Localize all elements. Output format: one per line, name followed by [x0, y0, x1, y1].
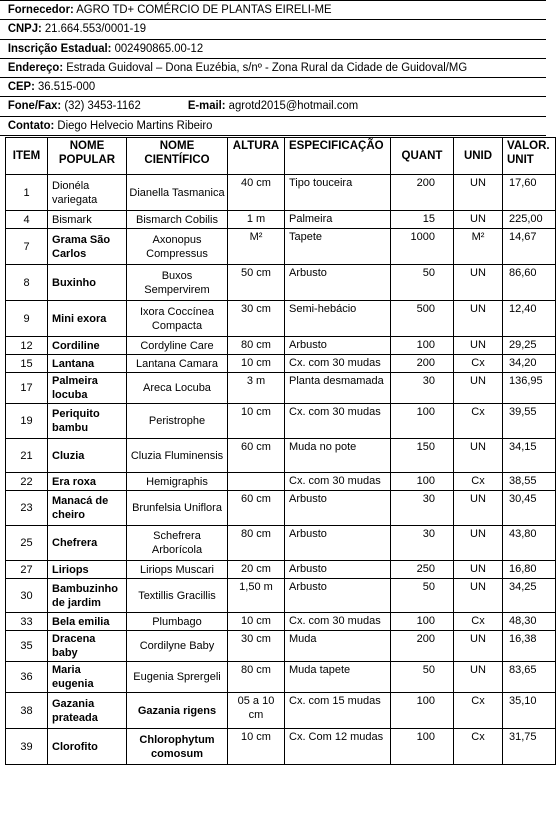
especificacao-cell: Tipo touceira [285, 175, 391, 211]
nome-cientifico-cell: Lantana Camara [127, 355, 228, 373]
valor-unit-cell: 30,45 [503, 491, 556, 526]
contato-label: Contato: [7, 119, 55, 132]
header-especificacao: ESPECIFICAÇÃO [285, 138, 391, 175]
item-cell: 15 [6, 355, 48, 373]
header-nome-popular: NOME POPULAR [48, 138, 127, 175]
altura-cell: 3 m [228, 373, 285, 404]
altura-cell: M² [228, 229, 285, 265]
nome-popular-cell: Periquito bambu [48, 404, 127, 439]
unid-cell: UN [454, 337, 503, 355]
altura-cell: 05 a 10 cm [228, 693, 285, 729]
item-cell: 22 [6, 473, 48, 491]
table-row [6, 211, 556, 229]
item-cell: 21 [6, 439, 48, 473]
especificacao-cell: Cx. com 30 mudas [285, 473, 391, 491]
nome-popular-cell: Liriops [48, 561, 127, 579]
unid-cell: UN [454, 526, 503, 561]
especificacao-cell: Arbusto [285, 526, 391, 561]
quant-cell: 50 [391, 662, 454, 693]
header-unid: UNID [454, 138, 503, 175]
especificacao-cell: Semi-hebácio [285, 301, 391, 337]
valor-unit-cell: 35,10 [503, 693, 556, 729]
unid-cell: Cx [454, 693, 503, 729]
fornecedor-label: Fornecedor: [7, 4, 74, 16]
altura-cell: 80 cm [228, 337, 285, 355]
nome-cientifico-cell: Schefrera Arborícola [127, 526, 228, 561]
quant-cell: 500 [391, 301, 454, 337]
quant-cell: 100 [391, 473, 454, 491]
unid-cell: UN [454, 579, 503, 613]
unid-cell: UN [454, 265, 503, 301]
altura-cell: 80 cm [228, 662, 285, 693]
table-row [6, 373, 556, 404]
nome-popular-cell: Bela emilia [48, 613, 127, 631]
especificacao-cell: Cx. com 15 mudas [285, 693, 391, 729]
nome-cientifico-cell: Textillis Gracillis [127, 579, 228, 613]
quant-cell: 1000 [391, 229, 454, 265]
nome-cientifico-cell: Dianella Tasmanica [127, 175, 228, 211]
nome-cientifico-cell: Liriops Muscari [127, 561, 228, 579]
item-cell: 38 [6, 693, 48, 729]
nome-cientifico-cell: Brunfelsia Uniflora [127, 491, 228, 526]
endereco-line [0, 59, 546, 78]
unid-cell: Cx [454, 404, 503, 439]
nome-popular-cell: Lantana [48, 355, 127, 373]
nome-popular-cell: Era roxa [48, 473, 127, 491]
supplier-line [0, 0, 546, 20]
nome-cientifico-cell: Plumbago [127, 613, 228, 631]
valor-unit-cell: 136,95 [503, 373, 556, 404]
especificacao-cell: Cx. com 30 mudas [285, 404, 391, 439]
table-row [6, 729, 556, 765]
unid-cell: UN [454, 211, 503, 229]
valor-unit-cell: 17,60 [503, 175, 556, 211]
altura-cell: 10 cm [228, 404, 285, 439]
unid-cell: Cx [454, 729, 503, 765]
quant-cell: 200 [391, 175, 454, 211]
altura-cell: 10 cm [228, 613, 285, 631]
quant-cell: 100 [391, 337, 454, 355]
ie-value: 002490865.00-12 [114, 42, 204, 55]
valor-unit-cell: 83,65 [503, 662, 556, 693]
cnpj-line [0, 20, 546, 39]
table-row [6, 229, 556, 265]
altura-cell: 10 cm [228, 355, 285, 373]
nome-popular-cell: Mini exora [48, 301, 127, 337]
quant-cell: 100 [391, 613, 454, 631]
valor-unit-cell: 34,25 [503, 579, 556, 613]
item-cell: 9 [6, 301, 48, 337]
cep-label: CEP: [7, 81, 35, 94]
unid-cell: Cx [454, 613, 503, 631]
unid-cell: UN [454, 175, 503, 211]
especificacao-cell: Cx. com 30 mudas [285, 355, 391, 373]
altura-cell: 50 cm [228, 265, 285, 301]
supplier-header [0, 0, 556, 136]
altura-cell: 1,50 m [228, 579, 285, 613]
fone-label: Fone/Fax: [7, 100, 62, 113]
item-cell: 8 [6, 265, 48, 301]
item-cell: 25 [6, 526, 48, 561]
especificacao-cell: Muda [285, 631, 391, 662]
item-cell: 30 [6, 579, 48, 613]
nome-popular-cell: Gazania prateada [48, 693, 127, 729]
altura-cell: 1 m [228, 211, 285, 229]
fone-line [0, 97, 546, 116]
endereco-label: Endereço: [7, 61, 64, 74]
nome-cientifico-cell: Hemigraphis [127, 473, 228, 491]
item-cell: 27 [6, 561, 48, 579]
especificacao-cell: Arbusto [285, 561, 391, 579]
table-row [6, 439, 556, 473]
unid-cell: M² [454, 229, 503, 265]
unid-cell: UN [454, 373, 503, 404]
valor-unit-cell: 14,67 [503, 229, 556, 265]
table-row [6, 693, 556, 729]
table-row [6, 613, 556, 631]
table-row [6, 526, 556, 561]
header-quant: QUANT [391, 138, 454, 175]
quant-cell: 150 [391, 439, 454, 473]
valor-unit-cell: 86,60 [503, 265, 556, 301]
valor-unit-cell: 29,25 [503, 337, 556, 355]
especificacao-cell: Arbusto [285, 491, 391, 526]
unid-cell: UN [454, 561, 503, 579]
nome-popular-cell: Palmeira locuba [48, 373, 127, 404]
quant-cell: 100 [391, 693, 454, 729]
unid-cell: UN [454, 439, 503, 473]
altura-cell: 30 cm [228, 301, 285, 337]
altura-cell: 10 cm [228, 729, 285, 765]
item-cell: 7 [6, 229, 48, 265]
nome-popular-cell: Bismark [48, 211, 127, 229]
nome-cientifico-cell: Eugenia Sprergeli [127, 662, 228, 693]
cnpj-label: CNPJ: [7, 23, 42, 36]
nome-cientifico-cell: Areca Locuba [127, 373, 228, 404]
unid-cell: UN [454, 491, 503, 526]
cnpj-value: 21.664.553/0001-19 [44, 23, 147, 36]
table-row [6, 301, 556, 337]
header-item: ITEM [6, 138, 48, 175]
item-cell: 4 [6, 211, 48, 229]
table-row [6, 662, 556, 693]
nome-cientifico-cell: Bismarch Cobilis [127, 211, 228, 229]
especificacao-cell: Arbusto [285, 265, 391, 301]
valor-unit-cell: 48,30 [503, 613, 556, 631]
contato-line [0, 117, 546, 136]
especificacao-cell: Muda tapete [285, 662, 391, 693]
item-cell: 39 [6, 729, 48, 765]
nome-cientifico-cell: Buxos Sempervirem [127, 265, 228, 301]
table-row [6, 404, 556, 439]
nome-cientifico-cell: Gazania rigens [127, 693, 228, 729]
table-row [6, 473, 556, 491]
contato-value: Diego Helvecio Martins Ribeiro [57, 119, 213, 132]
email-label: E-mail: [187, 100, 226, 113]
altura-cell: 20 cm [228, 561, 285, 579]
header-nome-cientifico: NOME CIENTÍFICO [127, 138, 228, 175]
especificacao-cell: Planta desmamada [285, 373, 391, 404]
nome-popular-cell: Dionéla variegata [48, 175, 127, 211]
table-row [6, 265, 556, 301]
unid-cell: Cx [454, 355, 503, 373]
nome-cientifico-cell: Cordilyne Baby [127, 631, 228, 662]
quant-cell: 100 [391, 729, 454, 765]
valor-unit-cell: 39,55 [503, 404, 556, 439]
nome-cientifico-cell: Cordyline Care [127, 337, 228, 355]
nome-popular-cell: Cordiline [48, 337, 127, 355]
item-cell: 23 [6, 491, 48, 526]
quant-cell: 50 [391, 265, 454, 301]
table-header-row [6, 138, 556, 175]
quant-cell: 200 [391, 631, 454, 662]
item-cell: 35 [6, 631, 48, 662]
quant-cell: 200 [391, 355, 454, 373]
nome-popular-cell: Buxinho [48, 265, 127, 301]
nome-popular-cell: Manacá de cheiro [48, 491, 127, 526]
ie-line [0, 40, 546, 59]
quant-cell: 30 [391, 526, 454, 561]
quant-cell: 15 [391, 211, 454, 229]
valor-unit-cell: 16,38 [503, 631, 556, 662]
table-row [6, 631, 556, 662]
altura-cell: 60 cm [228, 439, 285, 473]
nome-popular-cell: Chefrera [48, 526, 127, 561]
unid-cell: UN [454, 662, 503, 693]
nome-cientifico-cell: Cluzia Fluminensis [127, 439, 228, 473]
especificacao-cell: Arbusto [285, 579, 391, 613]
cep-value: 36.515-000 [37, 81, 96, 94]
header-altura: ALTURA [228, 138, 285, 175]
email-value: agrotd2015@hotmail.com [228, 100, 359, 113]
especificacao-cell: Muda no pote [285, 439, 391, 473]
quant-cell: 100 [391, 404, 454, 439]
item-cell: 1 [6, 175, 48, 211]
valor-unit-cell: 34,15 [503, 439, 556, 473]
unid-cell: Cx [454, 473, 503, 491]
valor-unit-cell: 12,40 [503, 301, 556, 337]
especificacao-cell: Palmeira [285, 211, 391, 229]
nome-popular-cell: Cluzia [48, 439, 127, 473]
nome-popular-cell: Grama São Carlos [48, 229, 127, 265]
cep-line [0, 78, 546, 97]
altura-cell [228, 473, 285, 491]
nome-popular-cell: Maria eugenia [48, 662, 127, 693]
plant-price-table [5, 137, 556, 765]
item-cell: 33 [6, 613, 48, 631]
table-row [6, 561, 556, 579]
nome-cientifico-cell: Axonopus Compressus [127, 229, 228, 265]
table-row [6, 175, 556, 211]
valor-unit-cell: 16,80 [503, 561, 556, 579]
altura-cell: 40 cm [228, 175, 285, 211]
valor-unit-cell: 31,75 [503, 729, 556, 765]
table-row [6, 355, 556, 373]
quant-cell: 50 [391, 579, 454, 613]
unid-cell: UN [454, 631, 503, 662]
quant-cell: 30 [391, 491, 454, 526]
valor-unit-cell: 43,80 [503, 526, 556, 561]
nome-cientifico-cell: Chlorophytum comosum [127, 729, 228, 765]
altura-cell: 60 cm [228, 491, 285, 526]
altura-cell: 30 cm [228, 631, 285, 662]
item-cell: 36 [6, 662, 48, 693]
table-row [6, 579, 556, 613]
quant-cell: 250 [391, 561, 454, 579]
item-cell: 19 [6, 404, 48, 439]
especificacao-cell: Tapete [285, 229, 391, 265]
fone-value: (32) 3453-1162 [64, 100, 141, 113]
valor-unit-cell: 38,55 [503, 473, 556, 491]
fornecedor-value: AGRO TD+ COMÉRCIO DE PLANTAS EIRELI-ME [76, 4, 332, 16]
especificacao-cell: Cx. Com 12 mudas [285, 729, 391, 765]
valor-unit-cell: 34,20 [503, 355, 556, 373]
nome-popular-cell: Dracena baby [48, 631, 127, 662]
nome-cientifico-cell: Ixora Coccínea Compacta [127, 301, 228, 337]
ie-label: Inscrição Estadual: [7, 42, 112, 55]
endereco-value: Estrada Guidoval – Dona Euzébia, s/nº - Zona Rural da Cidade de Guidoval/MG [66, 61, 468, 74]
nome-popular-cell: Clorofito [48, 729, 127, 765]
table-body [6, 175, 556, 765]
especificacao-cell: Cx. com 30 mudas [285, 613, 391, 631]
nome-popular-cell: Bambuzinho de jardim [48, 579, 127, 613]
especificacao-cell: Arbusto [285, 337, 391, 355]
nome-cientifico-cell: Peristrophe [127, 404, 228, 439]
valor-unit-cell: 225,00 [503, 211, 556, 229]
item-cell: 17 [6, 373, 48, 404]
item-cell: 12 [6, 337, 48, 355]
quant-cell: 30 [391, 373, 454, 404]
altura-cell: 80 cm [228, 526, 285, 561]
table-row [6, 337, 556, 355]
unid-cell: UN [454, 301, 503, 337]
table-row [6, 491, 556, 526]
header-valor-unit: VALOR. UNIT [503, 138, 556, 175]
